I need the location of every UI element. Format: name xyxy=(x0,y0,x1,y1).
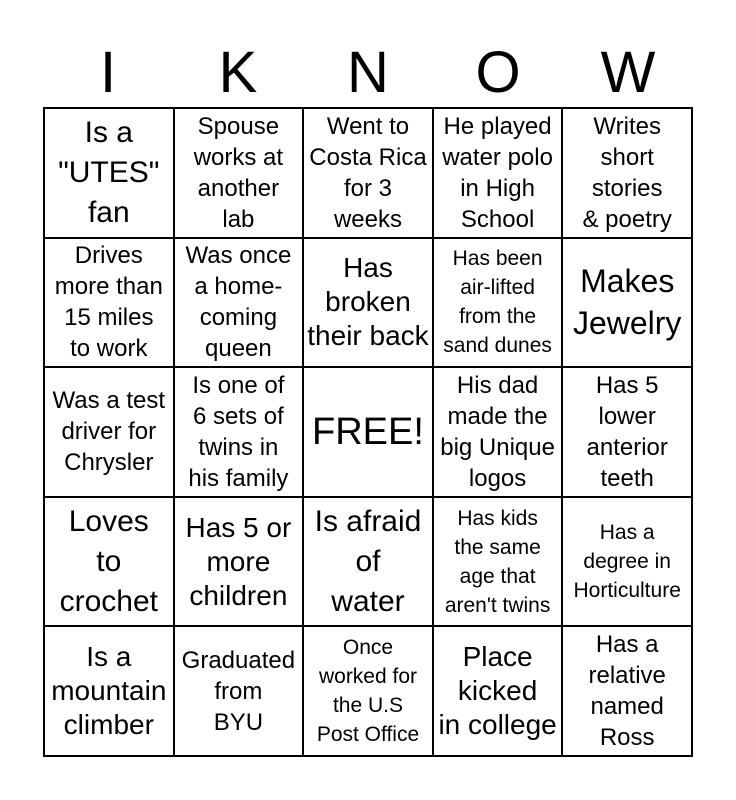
bingo-cell[interactable] xyxy=(562,108,692,238)
bingo-cell[interactable] xyxy=(174,367,304,497)
cell-text: Place kicked in college xyxy=(438,641,557,741)
header-letter-k: K xyxy=(218,40,258,105)
bingo-cell[interactable] xyxy=(433,108,563,238)
bingo-cell[interactable] xyxy=(303,497,433,627)
bingo-cell[interactable] xyxy=(174,626,304,756)
cell-text: Is one of 6 sets of twins in his family xyxy=(188,371,289,492)
cell-text: FREE! xyxy=(312,410,424,453)
cell-text: His dad made the big Unique logos xyxy=(440,371,555,492)
cell-text: Is a "UTES" fan xyxy=(58,115,160,229)
bingo-header xyxy=(43,38,693,108)
cell-text: Loves to crochet xyxy=(59,504,158,618)
cell-text: He played water polo in High School xyxy=(442,112,553,233)
bingo-grid xyxy=(43,107,693,757)
bingo-cell[interactable] xyxy=(44,238,174,368)
cell-text: Was once a home- coming queen xyxy=(185,242,292,363)
bingo-cell[interactable] xyxy=(44,497,174,627)
cell-text: Went to Costa Rica for 3 weeks xyxy=(309,112,427,233)
bingo-cell[interactable] xyxy=(433,367,563,497)
header-letter-w: W xyxy=(600,40,656,105)
bingo-cell[interactable] xyxy=(562,367,692,497)
cell-text: Has a relative named Ross xyxy=(588,631,666,752)
cell-text: Graduated from BYU xyxy=(181,646,296,736)
cell-text: Has a degree in Horticulture xyxy=(573,521,681,603)
cell-text: Has kids the same age that aren't twins xyxy=(444,506,551,617)
cell-text: Is afraid of water xyxy=(314,504,422,618)
bingo-cell[interactable] xyxy=(174,497,304,627)
cell-text: Makes Jewelry xyxy=(572,263,682,342)
cell-text: Has been air-lifted from the sand dunes xyxy=(443,247,552,358)
cell-text: Once worked for the U.S Post Office xyxy=(316,636,420,747)
cell-text: Has broken their back xyxy=(307,252,429,352)
bingo-cell[interactable] xyxy=(562,626,692,756)
bingo-cell[interactable] xyxy=(562,497,692,627)
cell-text: Is a mountain climber xyxy=(51,641,167,741)
cell-text: Has 5 or more children xyxy=(185,511,292,611)
free-space[interactable] xyxy=(303,367,433,497)
cell-text: Has 5 lower anterior teeth xyxy=(586,371,668,492)
bingo-cell[interactable] xyxy=(303,626,433,756)
bingo-cell[interactable] xyxy=(433,626,563,756)
bingo-cell[interactable] xyxy=(303,108,433,238)
header-letter-o: O xyxy=(475,40,521,105)
bingo-cell[interactable] xyxy=(44,367,174,497)
bingo-cell[interactable] xyxy=(44,626,174,756)
bingo-cell[interactable] xyxy=(174,238,304,368)
bingo-cell[interactable] xyxy=(433,238,563,368)
cell-text: Spouse works at another lab xyxy=(193,112,284,233)
bingo-cell[interactable] xyxy=(303,238,433,368)
bingo-cell[interactable] xyxy=(44,108,174,238)
bingo-cell[interactable] xyxy=(174,108,304,238)
header-letter-i: I xyxy=(99,40,117,105)
cell-text: Drives more than 15 miles to work xyxy=(54,242,163,363)
cell-text: Writes short stories & poetry xyxy=(582,112,672,233)
header-letter-n: N xyxy=(347,40,389,105)
cell-text: Was a test driver for Chrysler xyxy=(52,387,166,477)
bingo-cell[interactable] xyxy=(433,497,563,627)
bingo-cell[interactable] xyxy=(562,238,692,368)
